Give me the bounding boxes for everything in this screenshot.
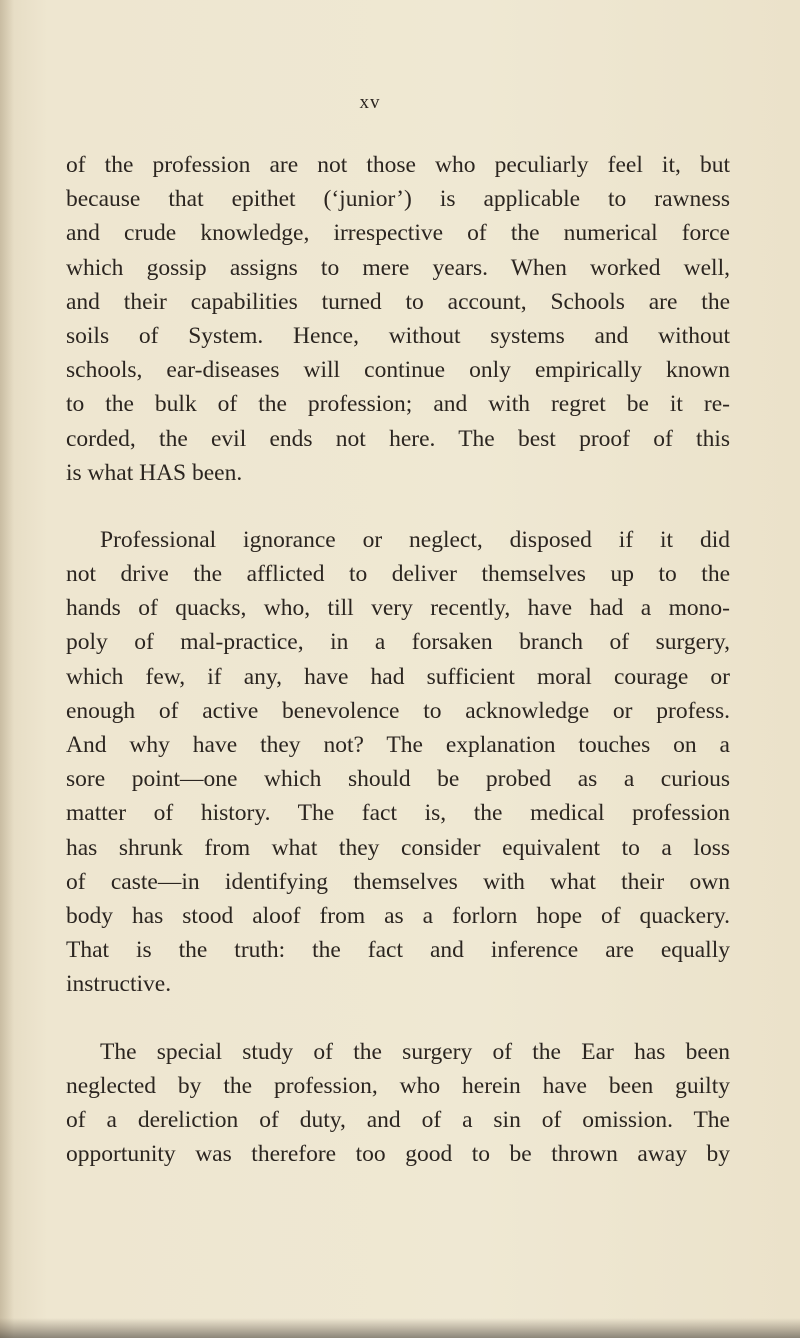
text-line: to the bulk of the profession; and with regret be it re- [66,391,730,418]
text-line: not drive the afflicted to deliver themselves up to the [66,561,730,588]
text-line: of the profession are not those who peculiarly feel it, but [66,152,730,178]
body-text [66,148,730,1171]
text-line: of caste—in identifying themselves with what their own [66,868,730,895]
text-line: and their capabilities turned to account, Schools are the [66,288,730,315]
text-line: which gossip assigns to mere years. When worked well, [66,254,730,281]
text-line: corded, the evil ends not here. The best proof of this [66,425,730,452]
text-line: enough of active benevolence to acknowledge or profess. [66,697,730,724]
text-line: which few, if any, have had sufficient moral courage or [66,663,730,690]
page-number: xv [359,92,381,113]
text-line: poly of mal-practice, in a forsaken branch of surgery, [66,629,730,656]
text-line: of a dereliction of duty, and of a sin of omission. The [66,1106,730,1133]
text-line: Professional ignorance or neglect, disposed if it did [100,526,730,553]
text-line: soils of System. Hence, without systems and without [66,322,730,349]
text-line: is what HAS been. [66,459,243,486]
text-line: because that epithet (‘junior’) is applicable to rawness [66,186,730,213]
text-line: And why have they not? The explanation touches on a [66,732,730,758]
text-line: opportunity was therefore too good to be thrown away by [66,1141,730,1168]
page-bottom-edge [0,1318,800,1338]
text-line: body has stood aloof from as a forlorn hope of quackery. [66,902,730,929]
text-line: schools, ear-diseases will continue only empirically known [66,357,730,384]
text-line: matter of history. The fact is, the medical profession [66,800,730,827]
spine-shadow [0,0,14,1338]
text-line: instructive. [66,971,172,998]
paragraph-2 [66,523,730,1002]
paragraph-1 [66,148,730,490]
paragraph-3 [66,1035,730,1172]
text-line: sore point—one which should be probed as a curious [66,766,730,793]
text-line: That is the truth: the fact and inference are equally [66,937,730,964]
text-line: has shrunk from what they consider equivalent to a loss [66,834,730,861]
text-line: The special study of the surgery of the Ear has been [100,1038,730,1065]
text-line: neglected by the profession, who herein have been guilty [66,1072,730,1099]
text-line: and crude knowledge, irrespective of the numerical force [66,220,730,247]
text-line: hands of quacks, who, till very recently, have had a mono- [66,595,730,622]
